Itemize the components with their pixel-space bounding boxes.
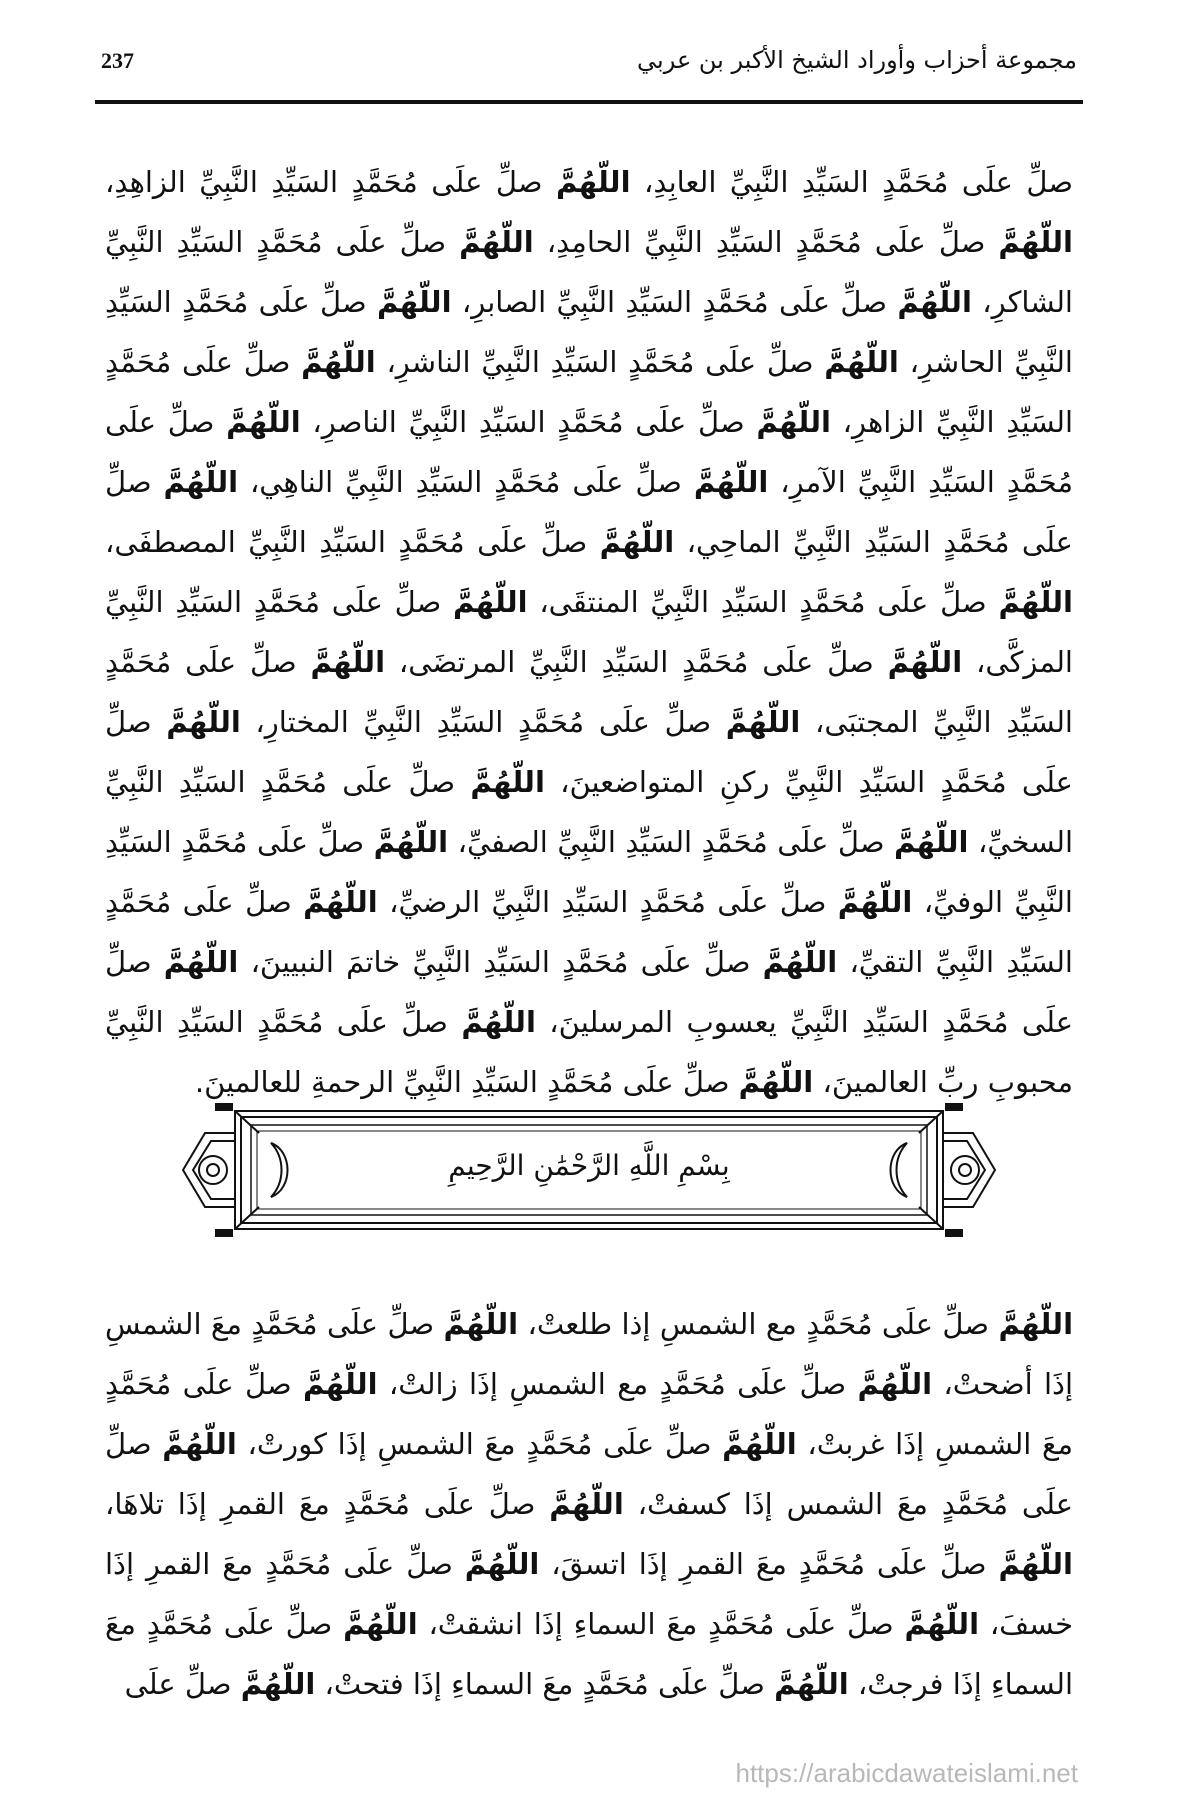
invocation-allahumma: اللّهُمَّ <box>762 945 838 979</box>
text-segment: صلِّ علَى مُحَمَّدٍ مع الشمسِ إذا طلعتْ، <box>518 1307 999 1341</box>
text-segment: صلِّ علَى مُحَمَّدٍ السَيِّدِ النَّبِيِّ المرتضَى، <box>385 645 888 679</box>
text-segment: صلِّ علَى مُحَمَّدٍ السَيِّدِ النَّبِيِّ الحامِدِ، <box>533 225 999 259</box>
invocation-allahumma: اللّهُمَّ <box>549 1487 624 1521</box>
text-segment: صلِّ علَى مُحَمَّدٍ معَ الشمسِ إذَا كورتْ، <box>236 1427 723 1461</box>
text-segment: صلِّ علَى مُحَمَّدٍ السَيِّدِ النَّبِيِّ الآمرِ، <box>105 405 1073 499</box>
text-segment: صلِّ علَى مُحَمَّدٍ معَ القمرِ إذَا اتسقَ، <box>539 1547 999 1581</box>
paragraph-salawat-sun-moon <box>105 1294 1073 1714</box>
invocation-allahumma: اللّهُمَّ <box>470 765 545 799</box>
invocation-allahumma: اللّهُمَّ <box>461 1005 536 1039</box>
text-segment: صلِّ علَى مُحَمَّدٍ السَيِّدِ النَّبِيِّ الحاشرِ، <box>105 285 1073 379</box>
text-segment: صلِّ علَى مُحَمَّدٍ السَيِّدِ النَّبِيِّ التقيِّ، <box>105 885 1073 979</box>
invocation-allahumma: اللّهُمَّ <box>459 225 534 259</box>
invocation-allahumma: اللّهُمَّ <box>453 585 528 619</box>
paragraph-salawat-names <box>105 152 1073 1112</box>
invocation-allahumma: اللّهُمَّ <box>897 285 972 319</box>
invocation-allahumma: اللّهُمَّ <box>998 1307 1074 1341</box>
text-segment: صلِّ علَى مُحَمَّدٍ السَيِّدِ النَّبِيِّ الماحِي، <box>105 465 1073 559</box>
text-segment: صلِّ علَى مُحَمَّدٍ معَ الشمسِ إذَا غربتْ، <box>105 1367 1073 1461</box>
invocation-allahumma: اللّهُمَّ <box>599 525 675 559</box>
text-segment: صلِّ علَى مُحَمَّدٍ السَيِّدِ النَّبِيِّ الزاهِدِ، <box>105 165 556 199</box>
invocation-allahumma: اللّهُمَّ <box>162 1427 237 1461</box>
text-segment: صلِّ علَى مُحَمَّدٍ السَيِّدِ النَّبِيِّ المختارِ، <box>240 705 726 739</box>
invocation-allahumma: اللّهُمَّ <box>373 825 449 859</box>
invocation-allahumma: اللّهُمَّ <box>376 285 452 319</box>
text-segment: صلِّ علَى مُحَمَّدٍ السَيِّدِ النَّبِيِّ الشاكرِ، <box>105 225 1073 319</box>
invocation-allahumma: اللّهُمَّ <box>693 465 769 499</box>
text-segment: صلِّ علَى مُحَمَّدٍ السَيِّدِ النَّبِيِّ الصابرِ، <box>451 285 898 319</box>
text-segment: صلِّ علَى مُحَمَّدٍ السَيِّدِ النَّبِيِّ المزكَّى، <box>105 585 1073 679</box>
invocation-allahumma: اللّهُمَّ <box>302 1367 378 1401</box>
text-segment: صلِّ علَى مُحَمَّدٍ معَ السماءِ إذَا فتحتْ، <box>315 1667 775 1701</box>
paragraph-text <box>105 1294 1073 1714</box>
basmala-text: بِسْمِ اللَّهِ الرَّحْمَٰنِ الرَّحِيمِ <box>448 1149 730 1182</box>
invocation-allahumma: اللّهُمَّ <box>443 1307 519 1341</box>
invocation-allahumma: اللّهُمَّ <box>163 945 239 979</box>
text-segment: صلِّ علَى مُحَمَّدٍ السَيِّدِ النَّبِيِّ الصفيِّ، <box>448 825 894 859</box>
text-segment: صلِّ علَى مُحَمَّدٍ معَ الشمس إذَا كسفتْ، <box>105 1427 1073 1521</box>
invocation-allahumma: اللّهُمَّ <box>893 825 969 859</box>
invocation-allahumma: اللّهُمَّ <box>998 585 1073 619</box>
text-segment: صلِّ علَى مُحَمَّدٍ السَيِّدِ النَّبِيِّ العابِدِ، <box>630 165 1074 199</box>
invocation-allahumma: اللّهُمَّ <box>756 405 831 439</box>
text-segment: صلِّ علَى مُحَمَّدٍ معَ السماءِ إذَا فرجتْ، <box>105 1607 1073 1701</box>
running-title: مجموعة أحزاب وأوراد الشيخ الأكبر بن عربي <box>637 46 1077 74</box>
invocation-allahumma: اللّهُمَّ <box>738 1065 814 1099</box>
text-segment: صلِّ علَى مُحَمَّدٍ معَ القمرِ إذَا خسفَ، <box>105 1547 1073 1641</box>
text-segment: صلِّ علَى مُحَمَّدٍ معَ الشمسِ إذَا أضحتْ، <box>105 1307 1074 1401</box>
invocation-allahumma: اللّهُمَّ <box>343 1607 418 1641</box>
text-segment: صلِّ علَى مُحَمَّدٍ السَيِّدِ النَّبِيِّ الناهِي، <box>238 465 694 499</box>
text-segment: صلِّ علَى مُحَمَّدٍ السَيِّدِ النَّبِيِّ يعسوبِ المرسلينَ، <box>105 945 1073 1039</box>
text-segment: صلِّ علَى مُحَمَّدٍ السَيِّدِ النَّبِيِّ الناشرِ، <box>375 345 825 379</box>
invocation-allahumma: اللّهُمَّ <box>464 1547 540 1581</box>
text-segment: صلِّ علَى مُحَمَّدٍ السَيِّدِ النَّبِيِّ السخيِّ، <box>105 765 1073 859</box>
text-segment: صلِّ علَى مُحَمَّدٍ السَيِّدِ النَّبِيِّ الرحمةِ للعالمينَ. <box>194 1065 739 1099</box>
paragraph-text <box>105 152 1073 1112</box>
text-segment: صلِّ علَى مُحَمَّدٍ السَيِّدِ النَّبِيِّ المنتقَى، <box>527 585 999 619</box>
invocation-allahumma: اللّهُمَّ <box>722 1427 797 1461</box>
invocation-allahumma: اللّهُمَّ <box>824 345 899 379</box>
text-segment: صلِّ علَى مُحَمَّدٍ مع الشمسِ إذَا زالتْ، <box>377 1367 858 1401</box>
text-segment: صلِّ علَى مُحَمَّدٍ السَيِّدِ النَّبِيِّ محبوبِ ربِّ العالمينَ، <box>105 1005 1073 1099</box>
invocation-allahumma: اللّهُمَّ <box>774 1667 849 1701</box>
text-segment: صلِّ علَى مُحَمَّدٍ السَيِّدِ النَّبِيِّ الرضيِّ، <box>377 885 838 919</box>
text-segment: صلِّ علَى مُحَمَّدٍ معَ السماءِ إذَا انشقتْ، <box>417 1607 905 1641</box>
invocation-allahumma: اللّهُمَّ <box>998 1547 1073 1581</box>
invocation-allahumma: اللّهُمَّ <box>998 225 1073 259</box>
invocation-allahumma: اللّهُمَّ <box>310 645 386 679</box>
text-segment: صلِّ علَى مُحَمَّدٍ السَيِّدِ النَّبِيِّ المجتبَى، <box>105 645 1073 739</box>
invocation-allahumma: اللّهُمَّ <box>725 705 801 739</box>
invocation-allahumma: اللّهُمَّ <box>301 345 376 379</box>
text-segment: صلِّ علَى <box>124 1667 241 1701</box>
invocation-allahumma: اللّهُمَّ <box>166 705 241 739</box>
text-segment: صلِّ علَى مُحَمَّدٍ السَيِّدِ النَّبِيِّ الناصرِ، <box>300 405 757 439</box>
basmala-ornament <box>175 1103 1003 1237</box>
page-number: 237 <box>101 48 134 73</box>
invocation-allahumma: اللّهُمَّ <box>303 885 378 919</box>
invocation-allahumma: اللّهُمَّ <box>226 405 301 439</box>
page-header <box>95 40 1083 104</box>
invocation-allahumma: اللّهُمَّ <box>240 1667 316 1701</box>
text-segment: صلِّ علَى مُحَمَّدٍ السَيِّدِ النَّبِيِّ خاتمَ النبيينَ، <box>238 945 763 979</box>
text-segment: صلِّ علَى مُحَمَّدٍ السَيِّدِ النَّبِيِّ الزاهرِ، <box>105 345 1073 439</box>
invocation-allahumma: اللّهُمَّ <box>904 1607 980 1641</box>
watermark-url: https://arabicdawateislami.net <box>735 1758 1078 1788</box>
invocation-allahumma: اللّهُمَّ <box>837 885 913 919</box>
invocation-allahumma: اللّهُمَّ <box>887 645 963 679</box>
invocation-allahumma: اللّهُمَّ <box>163 465 239 499</box>
invocation-allahumma: اللّهُمَّ <box>857 1367 933 1401</box>
text-segment: صلِّ علَى مُحَمَّدٍ السَيِّدِ النَّبِيِّ الوفيِّ، <box>105 825 1073 919</box>
text-segment: صلِّ علَى مُحَمَّدٍ معَ القمرِ إذَا تلاهَا، <box>105 1487 550 1521</box>
text-segment: صلِّ علَى مُحَمَّدٍ السَيِّدِ النَّبِيِّ ركنِ المتواضعينَ، <box>105 705 1073 799</box>
text-segment: صلِّ علَى مُحَمَّدٍ السَيِّدِ النَّبِيِّ المصطفَى، <box>105 525 600 559</box>
invocation-allahumma: اللّهُمَّ <box>555 165 631 199</box>
